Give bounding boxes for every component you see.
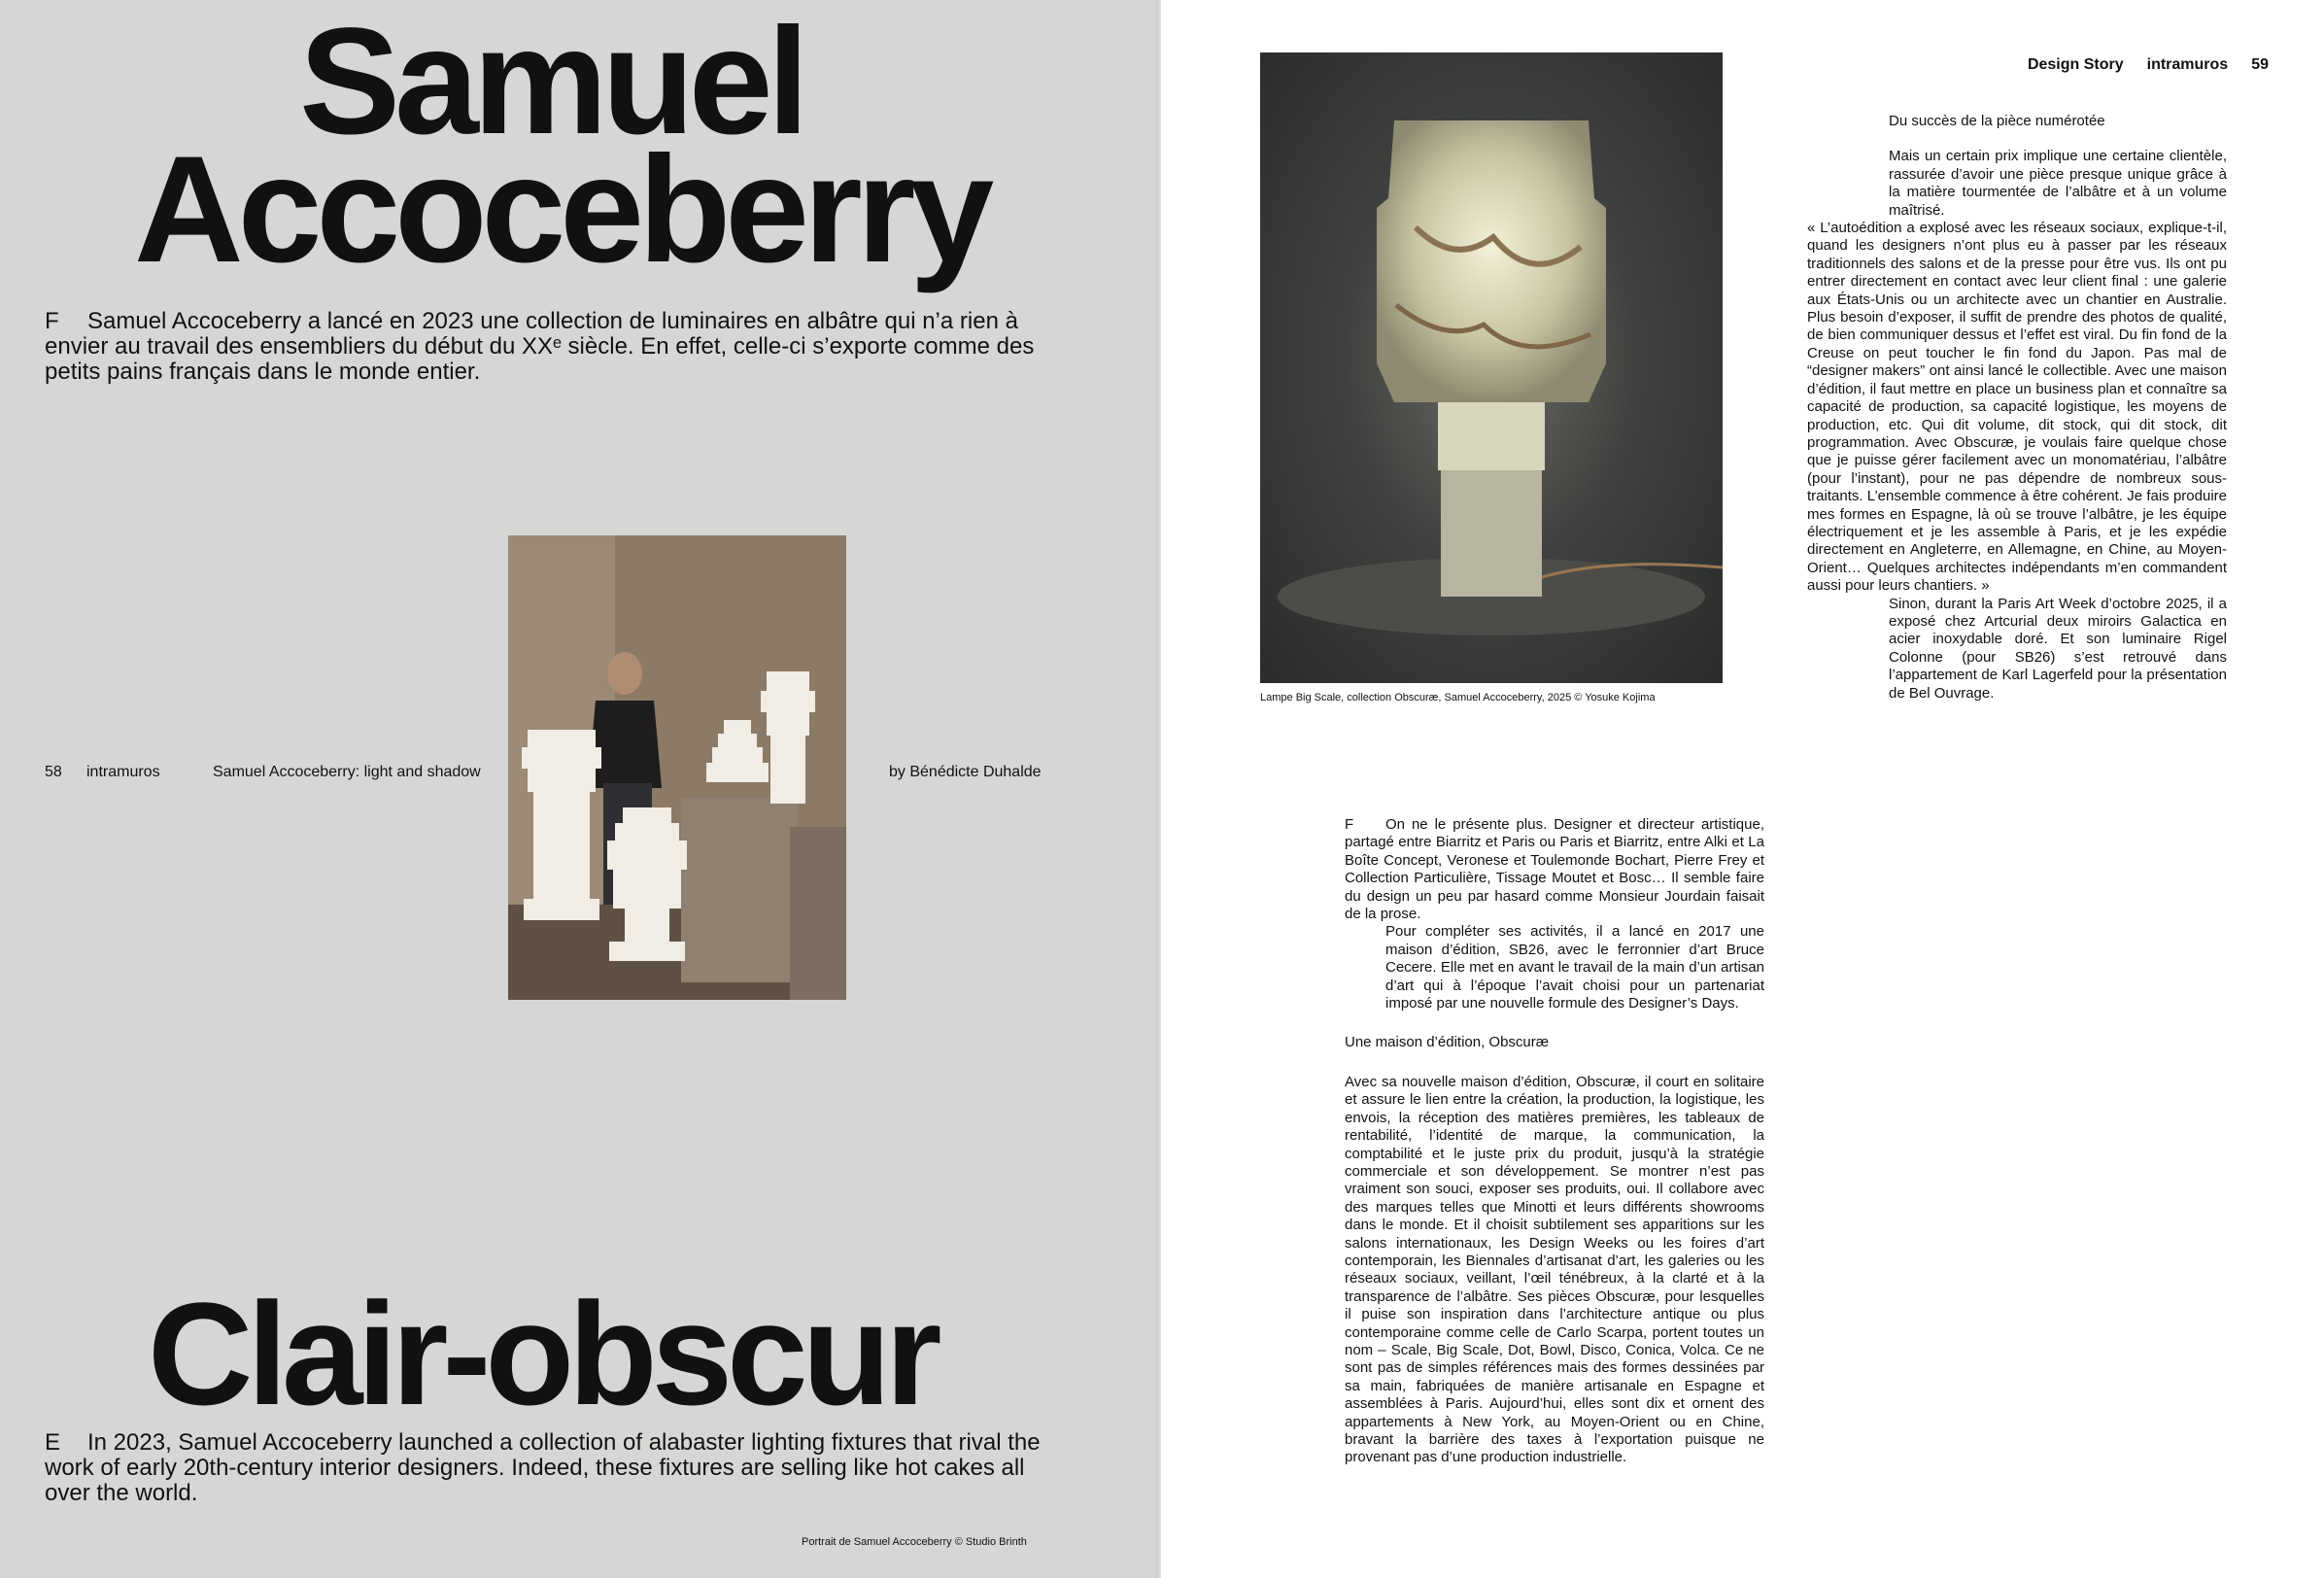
subheading-obscurae: Une maison d’édition, Obscuræ (1345, 1034, 1550, 1051)
portrait-caption: Portrait de Samuel Accoceberry © Studio Brinth (802, 1536, 1027, 1548)
headline: Clair-obscur (148, 1272, 937, 1435)
lamp-photo (1260, 52, 1723, 683)
paragraph-intro (1345, 816, 1764, 923)
magazine-name-right: intramuros (2146, 56, 2229, 73)
section-label: Design Story (2027, 56, 2124, 73)
running-header (2028, 56, 2269, 74)
lang-tag-body: F (1345, 816, 1354, 833)
portrait-illustration (508, 535, 846, 1000)
portrait-photo (508, 535, 846, 1000)
column-bottom-left (1345, 816, 1764, 1467)
lede-french (45, 309, 1055, 385)
byline: by Bénédicte Duhalde (889, 764, 1042, 780)
paragraph-paris-art-week: Sinon, durant la Paris Art Week d’octobre 2025, il a exposé chez Artcurial deux miroirs Galactica en acier inoxydable doré. Et son luminaire Rigel Colonne (pour SB26) s’est retrouvé dans l’appartement de Karl Lagerfeld pour la présentation de Bel Ouvrage. (1889, 595, 2227, 702)
lang-tag-fr: F (45, 308, 59, 334)
page-number-left: 58 (45, 764, 62, 780)
paragraph-sb26: Pour compléter ses activités, il a lancé en 2017 une maison d’édition, SB26, avec le ferronnier d’art Bruce Cecere. Elle met en avant le travail de la main d’un artisan d’art qui à l’époque l’avait choisi pour un partenariat imposé par une nouvelle formule des Designer’s Days. (1385, 923, 1764, 1012)
paragraph-intro-text: On ne le présente plus. Designer et directeur artistique, partagé entre Biarritz et Paris ou Paris et Biarritz, entre Alki et La Boîte Concept, Veronese et Toulemonde Bochart, Pierre Frey et Collection Particulière, Tissage Moutet et Bosc… Il semble faire du design un peu par hasard comme Monsieur Jourdain faisait de la prose. (1345, 816, 1764, 923)
lede-french-text: Samuel Accoceberry a lancé en 2023 une collection de luminaires en albâtre qui n’a rien à envier au travail des ensembliers du début du XXᵉ siècle. En effet, celle-ci s’exporte comme des petits pains français dans le monde entier. (45, 308, 1035, 385)
paragraph-clientele: Mais un certain prix implique une certaine clientèle, rassurée d’avoir une pièce presque unique grâce à la matière tourmentée de l’albâtre et à un volume maîtrisé. (1889, 148, 2227, 219)
lamp-caption: Lampe Big Scale, collection Obscuræ, Samuel Accoceberry, 2025 © Yosuke Kojima (1260, 692, 1656, 703)
lamp-illustration (1260, 52, 1723, 683)
lede-english (45, 1430, 1055, 1506)
page-number-right: 59 (2251, 56, 2269, 73)
column-top-right (1807, 113, 2227, 703)
article-title (134, 0, 1008, 294)
title-first-name: Samuel (299, 0, 803, 166)
running-article-title: Samuel Accoceberry: light and shadow (213, 764, 481, 780)
paragraph-quote: « L’autoédition a explosé avec les réseaux sociaux, explique-t-il, quand les designers n’ont plus eu à passer par les réseaux traditionnels des salons et de la presse pour être vus. Ils ont pu entrer directement en contact avec leur client final : une galerie aux États-Unis ou un architecte avec un chantier en Australie. Plus besoin d’exposer, il suffit de prendre des photos de qualité, de bien communiquer dessus et l’effet est viral. Du fin fond de la Creuse on peut toucher le fin fond du Japon. Pas mal de “designer makers” ont ainsi lancé le collectible. Avec une maison d’édition, il faut mettre en place un business plan et connaître sa capacité de production, sa capacité logistique, les moyens de production, etc. Qui dit volume, dit stock, qui dit stock, dit programmation. Avec Obscuræ, je voulais faire quelque chose que je puisse gérer facilement avec un monomatériau, l’albâtre (pour l’instant), pour ne pas dépendre de nombreux sous-traitants. L’ensemble commence à être cohérent. Je fais produire mes formes en Espagne, là où se trouve l’albâtre, je les équipe électriquement et je les assemble à Paris, et je les expédie directement en Angleterre, en Allemagne, en Chine, au Moyen-Orient… Quelques architectes indépendants m’en commandent aussi pour leurs chantiers. » (1807, 220, 2227, 595)
magazine-name-left: intramuros (86, 764, 160, 780)
title-last-name: Accoceberry (134, 125, 989, 294)
paragraph-obscurae: Avec sa nouvelle maison d’édition, Obscuræ, il court en solitaire et assure le lien entre la création, la production, la logistique, les envois, la réception des matières premières, les tableaux de rentabilité, l’identité de marque, la communication, la comptabilité et le juste prix du produit, jusqu’à la stratégie commerciale et son développement. Se montrer n’est pas vraiment son souci, exposer ses produits, oui. Il collabore avec des marques telles que Minotti et leurs différents showrooms dans le monde. Et il choisit subtilement ses apparitions sur les salons internationaux, les Design Weeks ou les foires d’art contemporain, les Biennales d’artisanat d’art, les galeries ou les réseaux sociaux, veillant, l’œil ténébreux, à la clarté et à la transparence de l’albâtre. Ses pièces Obscuræ, pour lesquelles il puise son inspiration dans l’architecture antique ou plus contemporaine comme celle de Carlo Scarpa, portent toutes un nom – Scale, Big Scale, Dot, Bowl, Disco, Conica, Volca. Ce ne sont pas de simples références mais des formes dessinées par sa main, fabriquées de manière artisanale en Espagne et assemblées à Paris. Aujourd’hui, elles sont dix et ornent des appartements à New York, au Moyen-Orient ou en Chine, bravant la barrière des taxes à l’exportation puisque ne provenant pas d’une production industrielle. (1345, 1073, 1764, 1466)
subheading-success: Du succès de la pièce numérotée (1889, 113, 2105, 129)
left-page (0, 0, 1161, 1578)
lede-english-text: In 2023, Samuel Accoceberry launched a collection of alabaster lighting fixtures that rival the work of early 20th-century interior designers. Indeed, these fixtures are selling like hot cakes all over the world. (45, 1429, 1041, 1506)
lang-tag-en: E (45, 1429, 61, 1456)
